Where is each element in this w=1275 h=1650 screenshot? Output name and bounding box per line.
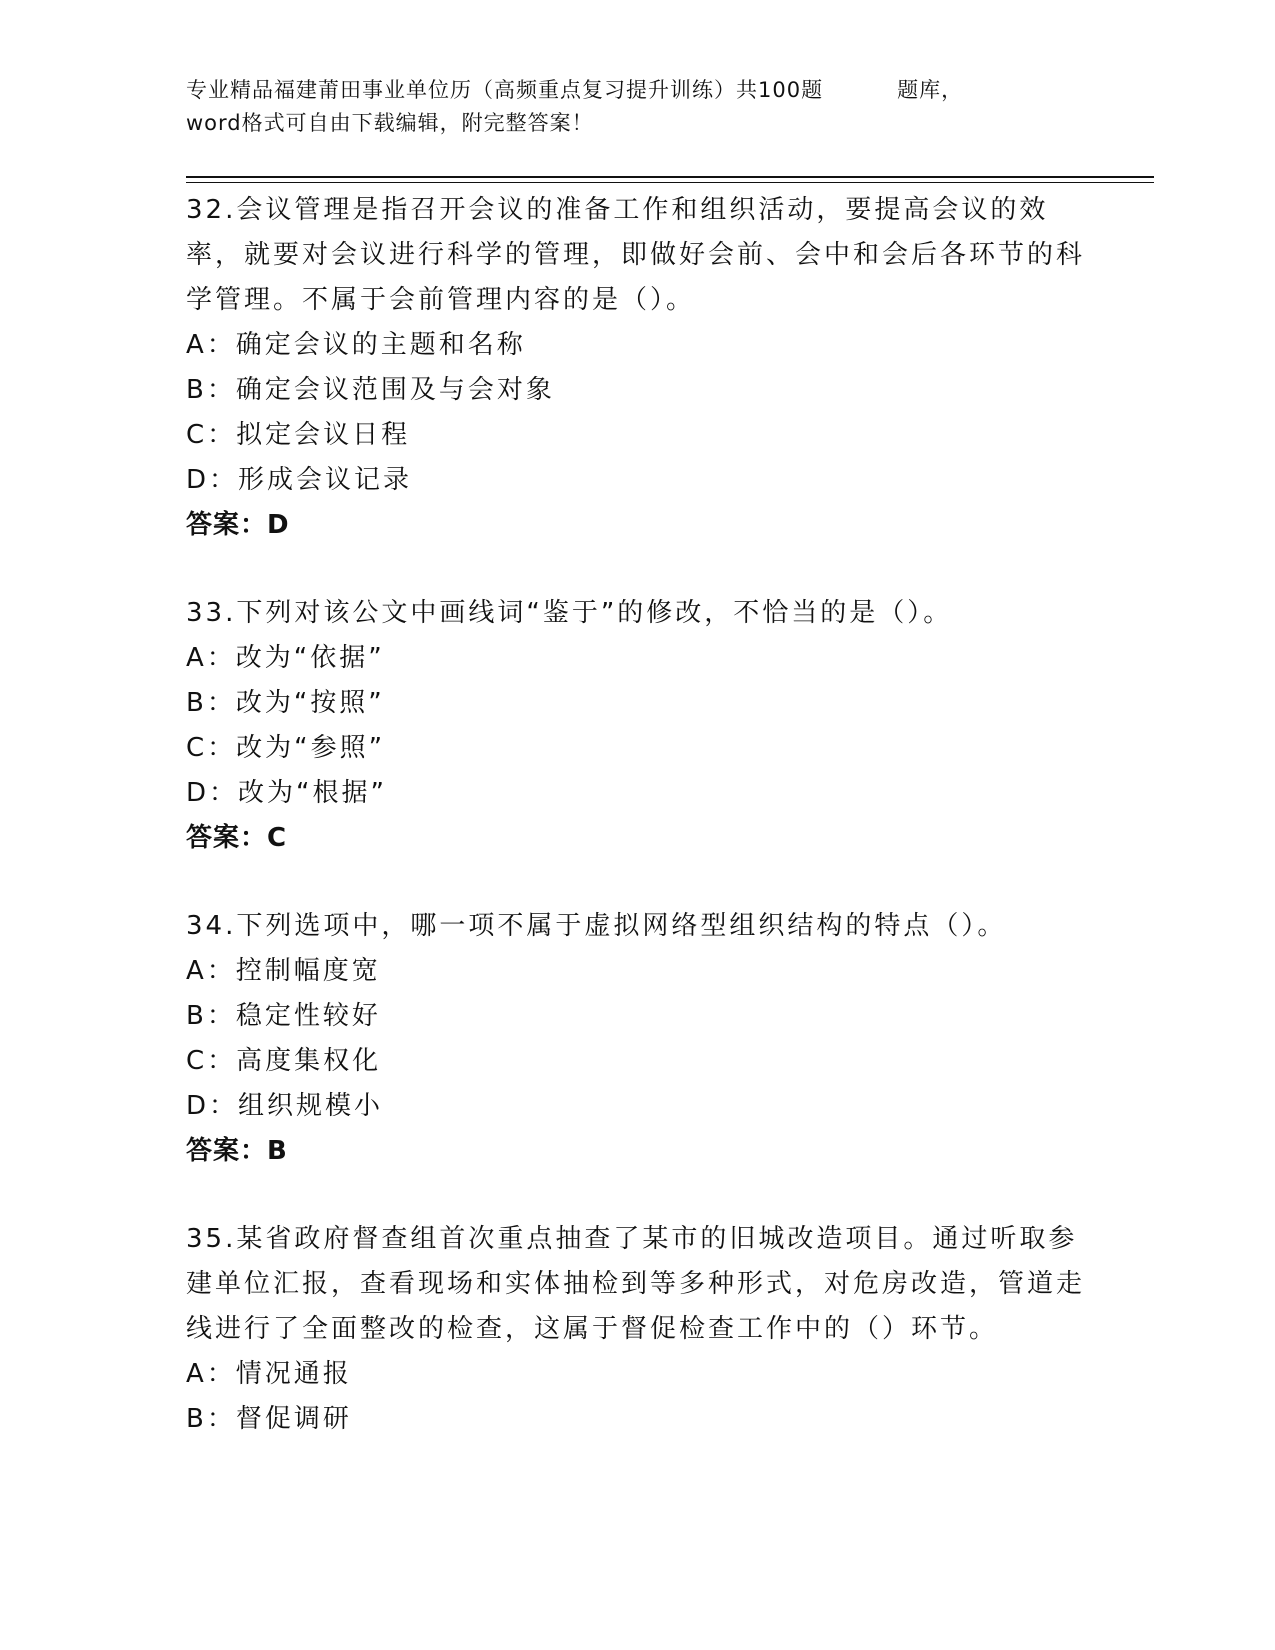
option-c: C：高度集权化	[186, 1046, 382, 1076]
header-divider-thin	[186, 182, 1154, 183]
header-line-2: word格式可自由下载编辑，附完整答案！	[186, 111, 594, 135]
question-32	[186, 188, 1086, 548]
option-b: B：改为“按照”	[186, 688, 385, 718]
answer: 答案：C	[186, 823, 288, 853]
question-text: 33.下列对该公文中画线词“鉴于”的修改，不恰当的是（）。	[186, 598, 953, 628]
option-a: A：情况通报	[186, 1359, 352, 1389]
header-line-1	[186, 74, 1086, 107]
header-title-tail: 题库，	[897, 78, 964, 102]
header-title: 专业精品福建莆田事业单位历（高频重点复习提升训练）共100题	[186, 78, 824, 102]
question-33	[186, 591, 1086, 861]
option-d: D：形成会议记录	[186, 465, 413, 495]
question-list	[186, 188, 1086, 1442]
answer: 答案：B	[186, 1136, 288, 1166]
option-a: A：确定会议的主题和名称	[186, 330, 526, 360]
question-text: 32.会议管理是指召开会议的准备工作和组织活动，要提高会议的效率，就要对会议进行科学的管理，即做好会前、会中和会后各环节的科学管理。不属于会前管理内容的是（）。	[186, 195, 1086, 315]
option-a: A：改为“依据”	[186, 643, 385, 673]
option-b: B：稳定性较好	[186, 1001, 381, 1031]
option-c: C：改为“参照”	[186, 733, 386, 763]
document-header	[186, 74, 1086, 140]
option-d: D：改为“根据”	[186, 778, 387, 808]
question-text: 35.某省政府督查组首次重点抽查了某市的旧城改造项目。通过听取参建单位汇报，查看现场和实体抽检到等多种形式，对危房改造，管道走线进行了全面整改的检查，这属于督促检查工作中的（）环节。	[186, 1224, 1086, 1344]
option-c: C：拟定会议日程	[186, 420, 411, 450]
option-d: D：组织规模小	[186, 1091, 384, 1121]
option-b: B：确定会议范围及与会对象	[186, 375, 555, 405]
answer: 答案：D	[186, 510, 290, 540]
question-34	[186, 904, 1086, 1174]
header-divider-thick	[186, 176, 1154, 178]
question-35	[186, 1217, 1086, 1442]
option-a: A：控制幅度宽	[186, 956, 381, 986]
option-b: B：督促调研	[186, 1404, 352, 1434]
question-text: 34.下列选项中，哪一项不属于虚拟网络型组织结构的特点（）。	[186, 911, 1007, 941]
